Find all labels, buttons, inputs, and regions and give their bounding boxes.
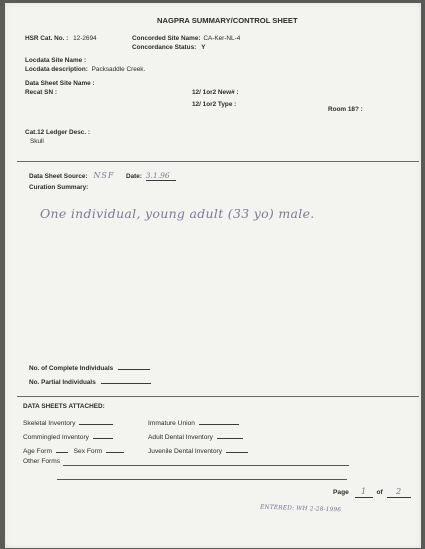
juvenile-dental-inventory-blank[interactable] xyxy=(226,445,248,453)
skeletal-inventory-label: Skeletal Inventory xyxy=(23,420,76,427)
ledger-desc-label: Cat.12 Ledger Desc. : xyxy=(25,129,90,136)
sex-form-label: Sex Form xyxy=(73,448,103,455)
date-field xyxy=(126,171,176,180)
hsr-cat-value: 12-2694 xyxy=(73,35,97,42)
other-forms-label: Other Forms xyxy=(23,458,61,465)
locdata-site-label: Locdata Site Name : xyxy=(25,57,87,64)
adult-dental-inventory-blank[interactable] xyxy=(217,431,243,439)
immature-union-label: Immature Union xyxy=(148,420,195,427)
other-forms-line-2 xyxy=(57,479,347,480)
concorded-site-field xyxy=(132,35,240,42)
curation-summary-text: One individual, young adult (33 yo) male. xyxy=(40,206,315,221)
data-sheets-attached-title: DATA SHEETS ATTACHED: xyxy=(23,403,105,410)
partial-individuals-field xyxy=(29,376,151,386)
sheet-title: NAGPRA SUMMARY/CONTROL SHEET xyxy=(157,16,298,25)
entered-note: ENTERED: WH 2-28-1996 xyxy=(259,504,342,514)
concorded-site-label: Concorded Site Name: xyxy=(132,35,201,42)
data-sheet-source-label: Data Sheet Source: xyxy=(29,173,88,180)
adult-dental-inventory-label: Adult Dental Inventory xyxy=(148,434,213,441)
type-label: 12/ 1or2 Type : xyxy=(192,101,237,108)
other-forms-line-1 xyxy=(63,465,349,466)
section-divider-2 xyxy=(17,396,419,397)
hsr-cat-label: HSR Cat. No. : xyxy=(25,35,69,42)
ledger-desc-value: Skull xyxy=(30,138,44,145)
skeletal-inventory-item xyxy=(23,417,113,427)
adult-dental-inventory-item xyxy=(148,431,243,441)
partial-individuals-blank[interactable] xyxy=(101,376,151,384)
commingled-inventory-blank[interactable] xyxy=(93,431,113,439)
complete-individuals-field xyxy=(29,362,150,372)
locdata-description-field xyxy=(25,66,145,73)
page-number-field xyxy=(333,487,411,498)
page-label: Page xyxy=(333,489,349,496)
section-divider xyxy=(17,161,419,162)
concordance-status-value: Y xyxy=(201,44,206,51)
concorded-site-value: CA-Ker-NL-4 xyxy=(203,35,241,42)
commingled-inventory-item xyxy=(23,431,113,441)
juvenile-dental-inventory-item xyxy=(148,445,248,455)
data-sheet-source-field xyxy=(29,171,114,180)
age-form-label: Age Form xyxy=(23,448,52,455)
hsr-cat-field xyxy=(25,35,97,42)
complete-individuals-label: No. of Complete Individuals xyxy=(29,365,114,372)
concordance-status-field xyxy=(132,44,205,51)
age-form-blank[interactable] xyxy=(56,445,68,453)
immature-union-item xyxy=(148,417,239,427)
complete-individuals-blank[interactable] xyxy=(118,362,150,370)
juvenile-dental-inventory-label: Juvenile Dental Inventory xyxy=(148,448,223,455)
partial-individuals-label: No. Partial Individuals xyxy=(29,379,96,386)
immature-union-blank[interactable] xyxy=(199,417,239,425)
other-forms-item xyxy=(23,458,60,465)
age-sex-forms-item xyxy=(23,445,124,455)
locdata-description-label: Locdata description: xyxy=(25,66,88,73)
of-label: of xyxy=(376,489,383,496)
page-total-value: 2 xyxy=(387,487,411,498)
commingled-inventory-label: Commingled Inventory xyxy=(23,434,89,441)
document-sheet xyxy=(5,3,421,548)
date-label: Date: xyxy=(126,173,142,180)
date-value: 3.1.96 xyxy=(146,171,176,181)
concordance-status-label: Concordance Status: xyxy=(132,44,197,51)
curation-summary-label: Curation Summary: xyxy=(29,184,89,191)
data-sheet-source-value: NSF xyxy=(93,171,115,180)
data-sheet-site-label: Data Sheet Site Name : xyxy=(25,80,95,87)
locdata-description-value: Packsaddle Creek. xyxy=(91,66,146,73)
skeletal-inventory-blank[interactable] xyxy=(79,417,113,425)
recat-sn-label: Recat SN : xyxy=(25,89,57,96)
room-18-label: Room 18? : xyxy=(328,106,363,113)
new-number-label: 12/ 1or2 New# : xyxy=(192,89,239,96)
page-value: 1 xyxy=(355,487,373,498)
sex-form-blank[interactable] xyxy=(106,445,124,453)
